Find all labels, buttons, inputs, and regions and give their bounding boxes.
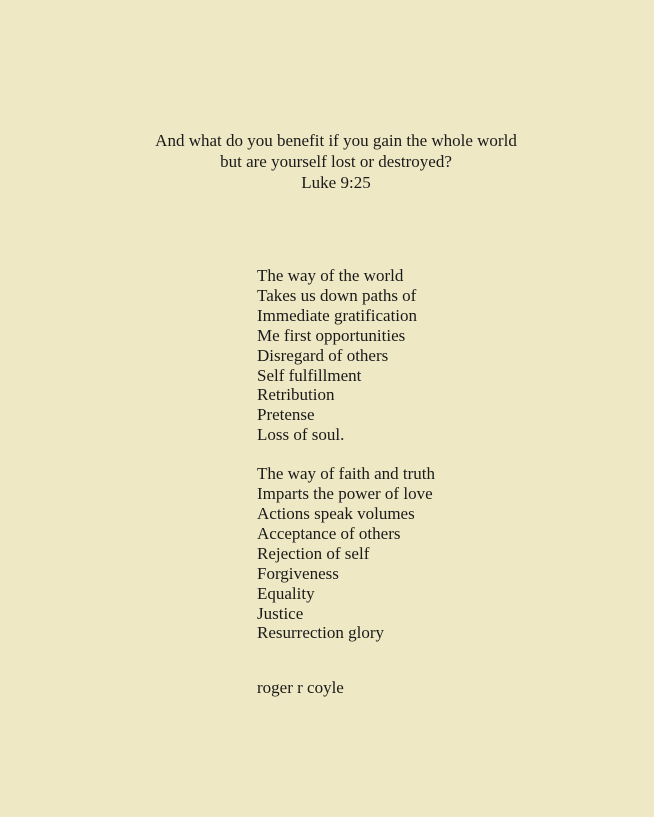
scripture-reference: Luke 9:25	[301, 173, 371, 192]
poem-line: Me first opportunities	[257, 325, 406, 345]
poem-line: Actions speak volumes	[257, 503, 415, 523]
poem-line: Forgiveness	[257, 563, 339, 583]
poem-line: The way of the world	[257, 266, 404, 285]
poem-line: Equality	[257, 583, 315, 603]
poem-line: Disregard of others	[257, 345, 389, 365]
poem-line: Pretense	[257, 405, 315, 425]
poem-author: roger r coyle	[257, 678, 344, 697]
poem-line: Imparts the power of love	[257, 484, 433, 504]
poem-line: Immediate gratification	[257, 305, 418, 325]
scripture-line: but are yourself lost or destroyed?	[220, 152, 452, 171]
poem-line: Rejection of self	[257, 543, 370, 563]
poem-line: The way of faith and truth	[257, 464, 435, 484]
poem-line: Acceptance of others	[257, 523, 401, 543]
poem-stanza-faith	[257, 464, 435, 643]
scripture-line: And what do you benefit if you gain the whole world	[155, 131, 517, 150]
scripture-quote	[0, 130, 654, 193]
poem-line: Takes us down paths of	[257, 285, 417, 305]
poem-line: Justice	[257, 603, 304, 623]
poem-line: Self fulfillment	[257, 365, 362, 385]
poem-line: Retribution	[257, 385, 335, 405]
poem-stanza-world	[257, 266, 435, 445]
poem-line: Resurrection glory	[257, 623, 384, 643]
poem	[257, 266, 435, 643]
poem-line: Loss of soul.	[257, 425, 345, 445]
